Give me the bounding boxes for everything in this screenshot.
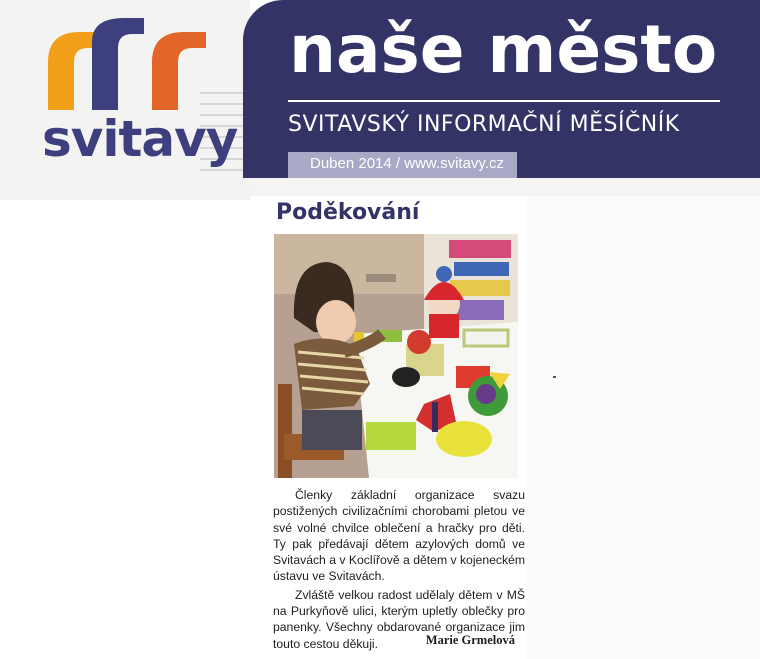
article-heading: Poděkování bbox=[276, 200, 420, 225]
article-author: Marie Grmelová bbox=[425, 633, 515, 647]
right-margin bbox=[527, 196, 760, 659]
magazine-subtitle: SVITAVSKÝ INFORMAČNÍ MĚSÍČNÍK bbox=[288, 112, 680, 137]
svitavy-logo bbox=[40, 18, 240, 178]
logo-text: svitavy bbox=[42, 110, 238, 168]
lower-strip bbox=[250, 178, 760, 196]
article bbox=[270, 196, 527, 659]
issue-info: Duben 2014 / www.svitavy.cz bbox=[310, 155, 504, 172]
title-rule bbox=[288, 100, 720, 102]
paragraph-1: Členky základní organizace svazu postižených civilizačními chorobami pletou ve své volné chvilce oblečení a hračky pro děti. Ty pak předávají dětem azylových domů ve Svitavách a v Koclířově a dětem v kojeneckém ústavu ve Svitavách. bbox=[273, 488, 525, 584]
article-body bbox=[273, 487, 525, 652]
speck bbox=[553, 376, 556, 378]
photo-children-playing-icon bbox=[274, 234, 518, 478]
logo-arches-icon bbox=[40, 18, 240, 118]
article-photo bbox=[274, 234, 518, 478]
magazine-title: naše město bbox=[289, 11, 718, 88]
issue-strip bbox=[288, 152, 517, 178]
paragraph-2: Zvláště velkou radost udělaly dětem v MŠ na Purkyňově ulici, kterým upletly oblečky pro panenky. Všechny obdarované organizace jim touto cestou děkuji. bbox=[273, 587, 525, 651]
